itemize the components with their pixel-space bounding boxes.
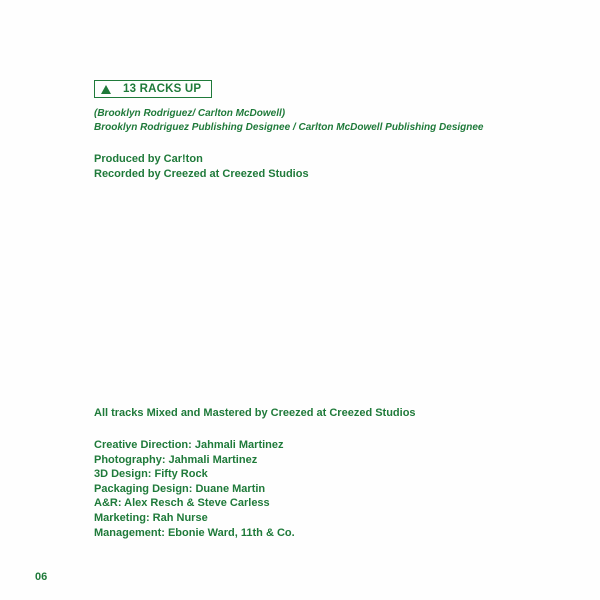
writer-credits <box>94 107 484 135</box>
credit-marketing: Marketing: Rah Nurse <box>94 511 208 524</box>
writer-names: (Brooklyn Rodriguez/ Carlton McDowell) <box>94 108 286 119</box>
track-title-box <box>94 80 212 98</box>
staff-credits <box>94 438 295 540</box>
triangle-up-icon <box>101 85 111 94</box>
page-number: 06 <box>35 571 48 583</box>
credit-photography: Photography: Jahmali Martinez <box>94 453 258 466</box>
credit-management: Management: Ebonie Ward, 11th & Co. <box>94 526 295 539</box>
credit-ar: A&R: Alex Resch & Steve Carless <box>94 497 270 510</box>
credit-packaging-design: Packaging Design: Duane Martin <box>94 482 266 495</box>
credit-3d-design: 3D Design: Fifty Rock <box>94 468 208 481</box>
production-credits <box>94 152 309 181</box>
credit-creative-direction: Creative Direction: Jahmali Martinez <box>94 439 284 451</box>
produced-by: Produced by Car!ton <box>94 153 203 165</box>
recorded-by: Recorded by Creezed at Creezed Studios <box>94 167 309 180</box>
track-title: 13 RACKS UP <box>123 83 202 95</box>
publishing-credits: Brooklyn Rodriguez Publishing Designee / Carlton McDowell Publishing Designee <box>94 122 484 133</box>
mixing-credit: All tracks Mixed and Mastered by Creezed at Creezed Studios <box>94 407 416 419</box>
